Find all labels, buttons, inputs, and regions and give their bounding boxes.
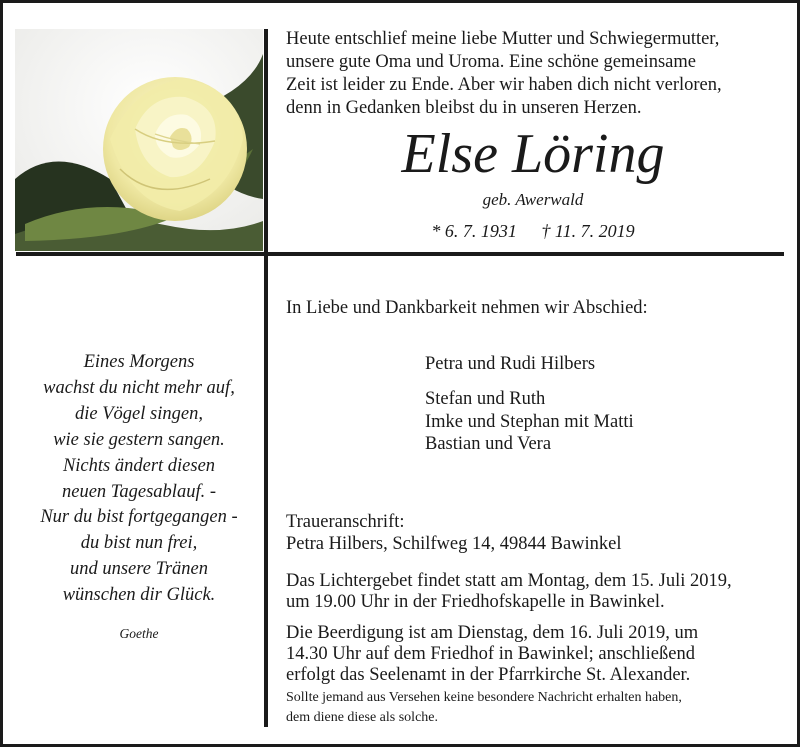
intro-text	[286, 28, 786, 120]
mourning-address	[286, 512, 622, 555]
poem-author: Goethe	[119, 626, 159, 641]
poem-line: und unsere Tränen	[69, 559, 209, 580]
small-print	[286, 688, 682, 728]
family-group-2	[425, 388, 634, 456]
farewell-heading: In Liebe und Dankbarkeit nehmen wir Abschied:	[286, 298, 648, 318]
funeral-notice	[286, 623, 698, 686]
poem	[15, 350, 263, 609]
birth-date: * 6. 7. 1931	[431, 221, 517, 241]
poem-line: Nichts ändert diesen	[62, 455, 216, 476]
poem-line: neuen Tagesablauf. -	[62, 481, 216, 502]
poem-line: Eines Morgens	[83, 352, 195, 372]
small-print-line: dem diene diese als solche.	[286, 710, 439, 725]
horizontal-divider	[16, 252, 784, 256]
family-member: Petra und Rudi Hilbers	[425, 354, 596, 374]
poem-line: du bist nun frei,	[80, 533, 198, 554]
family-member: Stefan und Ruth	[425, 389, 546, 409]
prayer-notice	[286, 571, 732, 613]
deceased-name: Else Löring	[401, 123, 665, 185]
notice-line: Die Beerdigung ist am Dienstag, dem 16. Juli 2019, um	[286, 623, 699, 643]
rose-image	[15, 29, 263, 251]
intro-line: Zeit ist leider zu Ende. Aber wir haben dich nicht verloren,	[286, 75, 722, 95]
intro-line: denn in Gedanken bleibst du in unseren Herzen.	[286, 98, 642, 118]
notice-line: Das Lichtergebet findet statt am Montag, dem 15. Juli 2019,	[286, 571, 732, 591]
poem-line: Nur du bist fortgegangen -	[40, 507, 238, 528]
maiden-name: geb. Awerwald	[482, 190, 584, 209]
family-member: Imke und Stephan mit Matti	[425, 411, 634, 432]
notice-line: 14.30 Uhr auf dem Friedhof in Bawinkel; anschließend	[286, 644, 695, 664]
poem-line: wünschen dir Glück.	[62, 585, 216, 606]
poem-line: die Vögel singen,	[75, 403, 203, 424]
family-member: Bastian und Vera	[425, 434, 552, 454]
notice-line: um 19.00 Uhr in der Friedhofskapelle in Bawinkel.	[286, 592, 665, 612]
life-dates	[268, 219, 798, 243]
poem-line: wie sie gestern sangen.	[53, 429, 225, 450]
small-print-line: Sollte jemand aus Versehen keine besondere Nachricht erhalten haben,	[286, 690, 682, 705]
address-value: Petra Hilbers, Schilfweg 14, 49844 Bawinkel	[286, 533, 622, 554]
family-group-1	[425, 353, 595, 376]
poem-line: wachst du nicht mehr auf,	[43, 377, 235, 398]
death-date: † 11. 7. 2019	[541, 221, 635, 241]
intro-line: Heute entschlief meine liebe Mutter und Schwiegermutter,	[286, 29, 720, 49]
intro-line: unsere gute Oma und Uroma. Eine schöne gemeinsame	[286, 52, 696, 72]
notice-line: erfolgt das Seelenamt in der Pfarrkirche St. Alexander.	[286, 665, 691, 685]
address-label: Traueranschrift:	[286, 512, 405, 532]
